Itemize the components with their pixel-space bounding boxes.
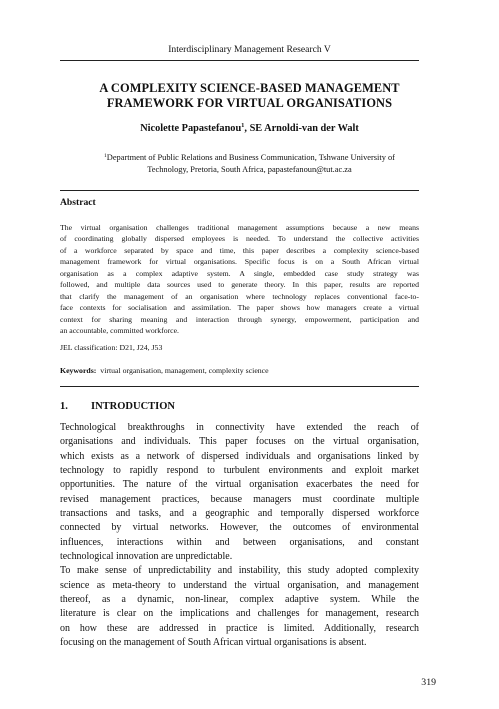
text-line: technology to rapidly respond to turbulent environments and exploit market [60,465,419,477]
text-line: literature is clear on the implications and challenges for management, research [60,608,419,620]
text-line: of coordinating globally dispersed employees is needed. To understand the collective activities [60,234,419,244]
affiliation [60,151,439,175]
page-number: 319 [421,677,436,688]
title-line-1: A COMPLEXITY SCIENCE-BASED MANAGEMENT [99,81,400,95]
text-line: To make sense of unpredictability and instability, this study adopted complexity [60,565,419,577]
text-line: connected by virtual networks. However, the outcomes of environmental [60,522,419,534]
keywords-label: Keywords: [60,366,97,375]
text-line: management framework for virtual organisations. Specific focus is on a South African virtual [60,257,419,267]
affiliation-line-1 [60,151,439,164]
keywords-value: virtual organisation, management, complexity science [100,366,269,375]
affiliation-text-1: Department of Public Relations and Business Communication, Tshwane University of [106,153,395,162]
text-line: face contexts for socialisation and assimilation. The paper shows how managers create a virtual [60,303,419,313]
author-primary: Nicolette Papastefanou [140,123,242,134]
text-line: of a workforce separated by space and time, this paper describes a complexity science-based [60,245,419,255]
abstract-heading: Abstract [60,197,96,208]
jel-classification: JEL classification: D21, J24, J53 [60,343,163,352]
abstract-bottom-rule [60,386,419,387]
text-line: transactions and tasks, and a geographic and temporally dispersed workforce [60,508,419,520]
author-secondary: , SE Arnoldi-van der Walt [244,123,359,134]
text-line: technological innovation are unpredictable. [60,551,233,563]
author-affiliation-marker: 1 [241,122,245,129]
section-title: INTRODUCTION [91,401,176,412]
running-head: Interdisciplinary Management Research V [168,44,331,55]
affiliation-marker: 1 [104,153,107,159]
text-line: revised management practices, because managers must coordinate multiple [60,493,419,505]
section-number: 1. [60,401,68,412]
text-line: science as meta-theory to understand the virtual organisation, and management [60,579,419,591]
title-line-2: FRAMEWORK FOR VIRTUAL ORGANISATIONS [106,96,393,110]
text-line: influences, interactions within and between organisations, and constant [60,536,419,548]
text-line: an accountable, committed workforce. [60,326,179,336]
text-line: context for sharing meaning and interaction through synergy, empowerment, participation and [60,314,419,324]
introduction-body [60,421,419,651]
keywords [60,366,269,375]
abstract-top-rule [60,190,419,191]
text-line: on how these are addressed in practice is limited. Additionally, research [60,622,419,634]
text-line: The virtual organisation challenges traditional management assumptions because a new means [60,223,419,232]
text-line: focusing on the management of South African virtual organisations is absent. [60,637,367,649]
text-line: organisations and individuals. This paper focuses on the virtual organisation, [60,436,419,448]
text-line: Technological breakthroughs in connectivity have extended the reach of [60,422,419,433]
article-title [40,81,459,111]
text-line: opportunities. The nature of the virtual organisation exacerbates the need for [60,479,419,491]
abstract-body [60,222,419,337]
text-line: organisation as a complex adaptive system. A single, embedded case study strategy was [60,268,419,278]
header-rule [60,60,419,61]
text-line: thereof, as a dynamic, non-linear, complex adaptive system. While the [60,594,419,606]
text-line: that clarify the management of an organisation where technology replaces conventional face-to- [60,291,419,301]
affiliation-line-2: Technology, Pretoria, South Africa, papastefanoun@tut.ac.za [147,164,352,174]
text-line: which exists as a network of dispersed individuals and organisations linked by [60,450,419,462]
author-list [0,122,499,134]
section-heading-introduction [60,401,175,412]
text-line: followed, and multiple data sources used to generate theory. In this paper, results are reported [60,280,419,290]
